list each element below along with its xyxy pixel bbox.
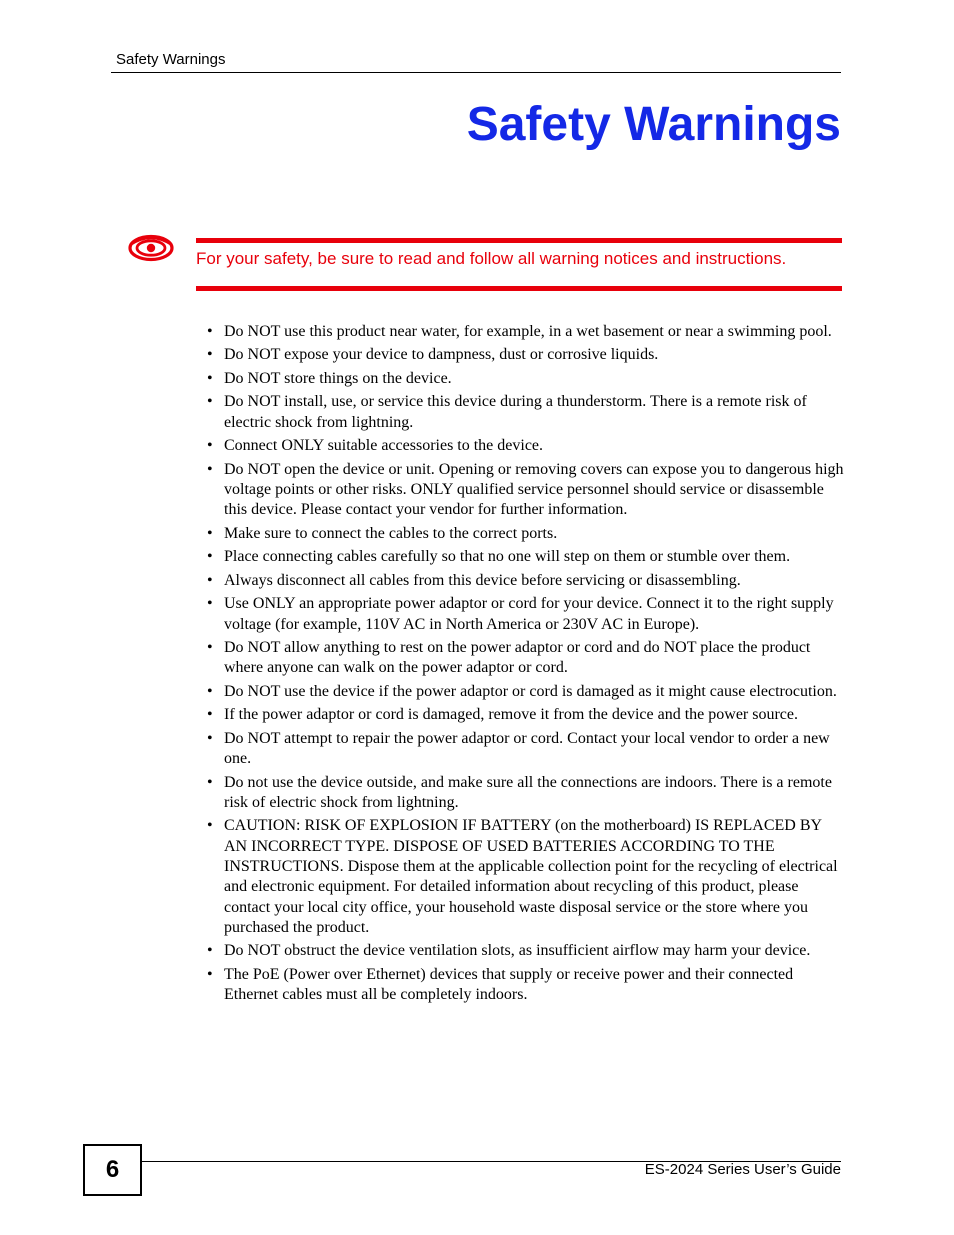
warning-item: • Do NOT use this product near water, for example, in a wet basement or near a swimming pool. [205,322,845,342]
warning-item: • Always disconnect all cables from this device before servicing or disassembling. [205,571,845,591]
warning-item: • Make sure to connect the cables to the correct ports. [205,524,845,544]
warning-item: • Do NOT expose your device to dampness, dust or corrosive liquids. [205,345,845,365]
warning-item: • Place connecting cables carefully so that no one will step on them or stumble over them. [205,547,845,567]
warning-item: • The PoE (Power over Ethernet) devices that supply or receive power and their connected Ethernet cables must all be completely indoors. [205,965,845,1006]
page-title: Safety Warnings [466,98,841,151]
header-rule [111,72,841,73]
warning-item: • Do NOT store things on the device. [205,369,845,389]
safety-notice: For your safety, be sure to read and follow all warning notices and instructions. [196,249,787,268]
warning-item: • Do NOT attempt to repair the power adaptor or cord. Contact your local vendor to order a new one. [205,729,845,770]
warning-item: • Use ONLY an appropriate power adaptor or cord for your device. Connect it to the right supply voltage (for example, 110V AC in North America or 230V AC in Europe). [205,594,845,635]
warning-item: • Do NOT allow anything to rest on the power adaptor or cord and do NOT place the product where anyone can walk on the power adaptor or cord. [205,638,845,679]
warning-item: • CAUTION: RISK OF EXPLOSION IF BATTERY (on the motherboard) IS REPLACED BY AN INCORRECT TYPE. DISPOSE OF USED BATTERIES ACCORDING TO THE INSTRUCTIONS. Dispose them at the applicable collection point for the recycling of electrical and electronic equipment. For detailed information about recycling of this product, please contact your local city office, your household waste disposal service or the store where you purchased the product. [205,816,845,938]
running-head: Safety Warnings [116,51,226,68]
warning-item: • If the power adaptor or cord is damaged, remove it from the device and the power source. [205,705,845,725]
notice-top-rule [196,238,842,243]
guide-name: ES-2024 Series User’s Guide [644,1161,841,1178]
page-number: 6 [83,1144,142,1196]
warning-item: • Do NOT obstruct the device ventilation slots, as insufficient airflow may harm your device. [205,941,845,961]
warning-item: • Connect ONLY suitable accessories to the device. [205,436,845,456]
notice-bottom-rule [196,286,842,291]
warning-list [205,322,845,1009]
warning-item: • Do not use the device outside, and make sure all the connections are indoors. There is a remote risk of electric shock from lightning. [205,773,845,814]
warning-item: • Do NOT open the device or unit. Opening or removing covers can expose you to dangerous high voltage points or other risks. ONLY qualified service personnel should service or disassemble this device. Please contact your vendor for further information. [205,460,845,521]
warning-item: • Do NOT use the device if the power adaptor or cord is damaged as it might cause electrocution. [205,682,845,702]
warning-item: • Do NOT install, use, or service this device during a thunderstorm. There is a remote risk of electric shock from lightning. [205,392,845,433]
eye-warning-icon [127,233,175,263]
